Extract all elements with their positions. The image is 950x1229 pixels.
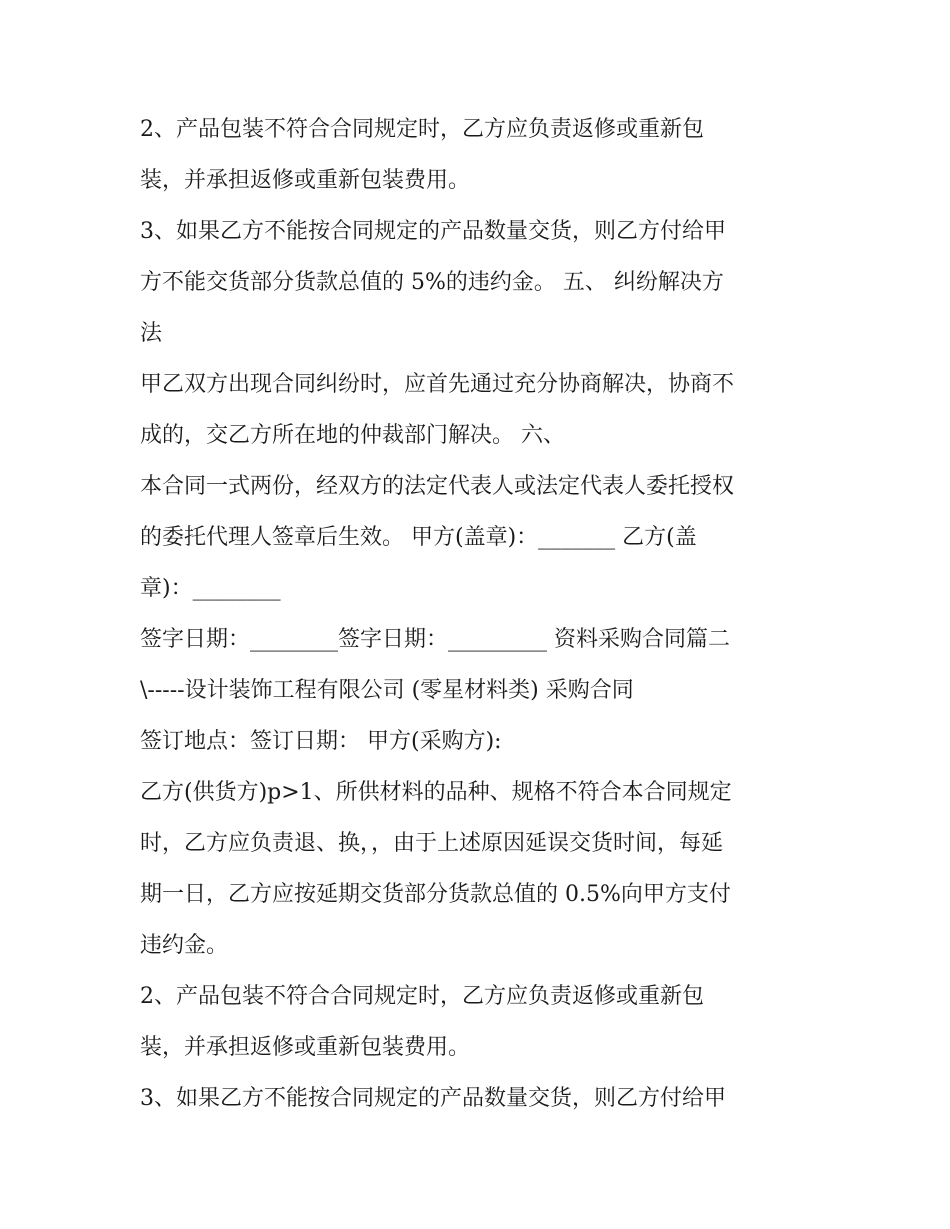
text-line: 3、如果乙方不能按合同规定的产品数量交货，则乙方付给甲	[140, 1086, 726, 1111]
text-line: 签字日期：________签字日期：_________ 资料采购合同篇二	[140, 627, 730, 652]
text-line: 签订地点：签订日期： 甲方(采购方):	[140, 729, 502, 754]
document-body	[140, 104, 820, 1124]
text-line: 期一日，乙方应按延期交货部分货款总值的 0.5%向甲方支付	[140, 882, 731, 907]
text-line: 方不能交货部分货款总值的 5%的违约金。 五、 纠纷解决方	[140, 270, 724, 295]
text-line: 的委托代理人签章后生效。 甲方(盖章)：_______ 乙方(盖	[140, 525, 697, 550]
text-line: 法	[140, 321, 163, 346]
text-line: 违约金。	[140, 933, 229, 958]
text-line: 成的，交乙方所在地的仲裁部门解决。 六、	[140, 423, 565, 448]
text-line: 乙方(供货方)p>1、所供材料的品种、规格不符合本合同规定	[140, 780, 732, 805]
text-line: 装，并承担返修或重新包装费用。	[140, 168, 471, 193]
text-line: 甲乙双方出现合同纠纷时，应首先通过充分协商解决，协商不	[140, 372, 735, 397]
text-line: 3、如果乙方不能按合同规定的产品数量交货，则乙方付给甲	[140, 219, 726, 244]
text-line: 2、产品包装不符合合同规定时，乙方应负责返修或重新包	[140, 117, 704, 142]
text-line: 2、产品包装不符合合同规定时，乙方应负责返修或重新包	[140, 984, 704, 1009]
text-line: 装，并承担返修或重新包装费用。	[140, 1035, 471, 1060]
text-line: 章)：________	[140, 576, 281, 601]
text-line: \-----设计装饰工程有限公司 (零星材料类) 采购合同	[140, 678, 634, 703]
text-line: 时，乙方应负责退、换，，由于上述原因延误交货时间，每延	[140, 831, 724, 856]
text-line: 本合同一式两份，经双方的法定代表人或法定代表人委托授权	[140, 474, 735, 499]
